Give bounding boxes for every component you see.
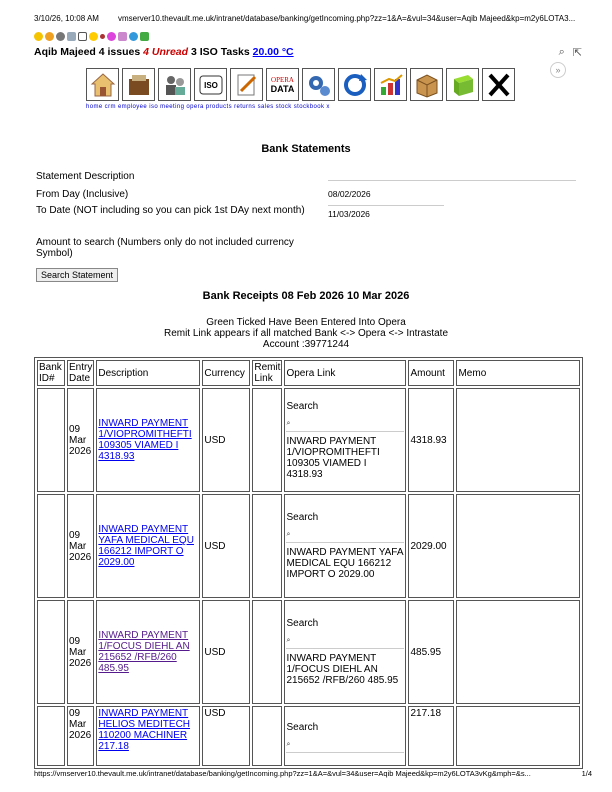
iso-button[interactable]	[194, 68, 227, 101]
description-link[interactable]: INWARD PAYMENT YAFA MEDICAL EQU 166212 IMPORT O 2029.00	[98, 524, 194, 568]
opera-search-input[interactable]: ⌕	[286, 531, 404, 543]
header-memo: Memo	[456, 360, 580, 386]
header-currency: Currency	[202, 360, 250, 386]
table-row	[37, 388, 580, 492]
close-icon	[485, 71, 513, 99]
currency-cell: USD	[202, 600, 250, 704]
search-label: Search	[286, 400, 319, 412]
search-statement-button[interactable]: Search Statement	[36, 268, 118, 282]
currency-cell: USD	[202, 706, 250, 766]
products-button[interactable]	[302, 68, 335, 101]
copy-icon[interactable]	[78, 32, 87, 41]
opera-link-text: INWARD PAYMENT 1/FOCUS DIEHL AN 215652 /RFB/260 485.95	[286, 653, 399, 686]
book-icon	[449, 71, 477, 99]
star-icon[interactable]	[34, 32, 43, 41]
opera-link-text: INWARD PAYMENT 1/VIOPROMITHEFTI 109305 VIAMED I 4318.93	[286, 435, 380, 480]
amount-cell: 485.95	[408, 600, 454, 704]
amount-cell: 4318.93	[408, 388, 454, 492]
receipts-info	[0, 317, 612, 350]
search-label: Search	[286, 512, 319, 523]
header-opera-link: Opera Link	[284, 360, 406, 386]
header-amount: Amount	[408, 360, 454, 386]
opera-link-cell	[284, 388, 406, 492]
user-issues: Aqib Majeed 4 issues	[34, 46, 144, 58]
bank-id-cell	[37, 388, 65, 492]
opera-link-cell	[284, 494, 406, 598]
emoji-icon[interactable]	[89, 32, 98, 41]
description-cell	[96, 388, 200, 492]
main-toolbar	[86, 68, 515, 101]
meeting-button[interactable]	[230, 68, 263, 101]
header-remit-link: Remit Link	[254, 362, 281, 384]
search-label: Search	[286, 618, 319, 629]
bag-icon[interactable]	[140, 32, 149, 41]
grid-icon[interactable]	[67, 32, 76, 41]
remit-link-cell	[252, 600, 282, 704]
statement-description-label: Statement Description	[36, 171, 135, 182]
statement-form	[36, 171, 576, 282]
to-date-input[interactable]: 11/03/2026	[328, 205, 444, 219]
crm-icon	[125, 71, 153, 99]
header-entry-date: Entry Date	[69, 362, 93, 384]
opera-search-input[interactable]: ⌕	[286, 420, 404, 432]
entry-date-cell: 09 Mar 2026	[67, 388, 94, 492]
from-day-input[interactable]: 08/02/2026	[328, 189, 371, 199]
table-row	[37, 600, 580, 704]
account-number: Account :39771244	[262, 339, 350, 350]
search-label: Search	[286, 722, 319, 733]
memo-cell[interactable]	[456, 600, 580, 704]
home-button[interactable]	[86, 68, 119, 101]
to-date-label: To Date (NOT including so you can pick 1st DAy next month)	[36, 205, 305, 216]
temperature-link[interactable]: 20.00 °C	[252, 46, 294, 58]
description-cell	[96, 600, 200, 704]
currency-cell: USD	[202, 494, 250, 598]
table-row	[37, 494, 580, 598]
remit-link-note: Remit Link appears if all matched Bank <-> Opera <-> Intrastate	[163, 328, 449, 339]
open-external-icon[interactable]: ⇱	[572, 47, 582, 59]
iso-tasks: 3 ISO Tasks	[188, 46, 253, 58]
from-day-label: From Day (Inclusive)	[36, 189, 129, 200]
refresh-icon	[341, 71, 369, 99]
box-icon	[413, 71, 441, 99]
globe-icon[interactable]	[129, 32, 138, 41]
description-cell	[96, 494, 200, 598]
opera-link-cell	[284, 600, 406, 704]
description-link[interactable]: INWARD PAYMENT 1/FOCUS DIEHL AN 215652 /RFB/260 485.95	[98, 630, 190, 674]
table-row	[37, 706, 580, 766]
remit-link-cell	[252, 494, 282, 598]
description-link[interactable]: INWARD PAYMENT HELIOS MEDITECH 110200 MACHINER 217.18	[98, 708, 191, 752]
opera-link-text: INWARD PAYMENT YAFA MEDICAL EQU 166212 IMPORT O 2029.00	[286, 547, 403, 580]
entry-date-cell: 09 Mar 2026	[67, 600, 94, 704]
green-tick-note: Green Ticked Have Been Entered Into Opera	[206, 317, 406, 328]
scroll-right-icon[interactable]: »	[550, 62, 566, 78]
gear-icon[interactable]	[56, 32, 65, 41]
bank-id-cell	[37, 494, 65, 598]
opera-link-cell	[284, 706, 406, 766]
crm-button[interactable]	[122, 68, 155, 101]
memo-cell[interactable]	[456, 494, 580, 598]
close-button[interactable]	[482, 68, 515, 101]
header-bank-id: Bank ID#	[37, 360, 65, 386]
chat-icon[interactable]	[107, 32, 116, 41]
employee-button[interactable]	[158, 68, 191, 101]
browser-header	[34, 14, 592, 23]
entry-date-cell: 09 Mar 2026	[67, 494, 94, 598]
toolbar-labels[interactable]: home crm employee iso meeting opera products returns sales stock stockbook x	[86, 104, 330, 110]
opera-search-input[interactable]: ⌕	[286, 741, 404, 753]
corner-icons	[559, 46, 582, 59]
amount-cell: 2029.00	[408, 494, 454, 598]
smiley-icon[interactable]	[45, 32, 54, 41]
receipts-title: Bank Receipts 08 Feb 2026 10 Mar 2026	[202, 290, 410, 302]
tag-icon[interactable]	[118, 32, 127, 41]
opera-search-input[interactable]: ⌕	[286, 637, 404, 649]
returns-button[interactable]	[338, 68, 371, 101]
memo-cell[interactable]	[456, 388, 580, 492]
browser-footer	[34, 769, 592, 778]
quick-icons	[34, 32, 149, 41]
opera-label: OPERA	[271, 75, 294, 84]
iso-icon	[197, 71, 225, 99]
memo-cell[interactable]	[456, 706, 580, 766]
print-datetime: 3/10/26, 10:08 AM	[34, 14, 99, 23]
data-label: DATA	[270, 83, 295, 94]
header-description: Description	[96, 360, 200, 386]
entry-date-cell: 09 Mar 2026	[67, 706, 94, 766]
statement-description-input[interactable]	[328, 171, 576, 181]
sales-chart-icon	[377, 71, 405, 99]
currency-cell: USD	[202, 388, 250, 492]
employee-icon	[161, 71, 189, 99]
iso-icon-text: ISO	[203, 80, 218, 90]
search-icon[interactable]: ⌕	[558, 46, 565, 58]
description-cell	[96, 706, 200, 766]
meeting-icon	[233, 71, 261, 99]
gears-icon	[305, 71, 333, 99]
bank-id-cell	[37, 600, 65, 704]
footer-url: https://vmserver10.thevault.me.uk/intranet/database/banking/getIncoming.php?zz=1&A=&vul=34&user=Aqib Majeed&kp=m2y6LOTA3vKg&mph=&s...	[34, 769, 531, 778]
remit-link-cell	[252, 388, 282, 492]
stockbook-button[interactable]	[446, 68, 479, 101]
opera-button[interactable]	[266, 68, 299, 101]
bank-id-cell	[37, 706, 65, 766]
page-indicator: 1/4	[581, 769, 592, 778]
page-title: Bank Statements	[261, 143, 351, 155]
amount-cell: 217.18	[408, 706, 454, 766]
stock-button[interactable]	[410, 68, 443, 101]
dot-icon[interactable]	[100, 34, 105, 39]
sales-button[interactable]	[374, 68, 407, 101]
home-icon	[89, 71, 117, 99]
page-url: vmserver10.thevault.me.uk/intranet/database/banking/getIncoming.php?zz=1&A=&vul=34&user=Aqib Majeed&kp=m2y6LOTA3...	[118, 14, 576, 23]
remit-link-cell	[252, 706, 282, 766]
unread-count[interactable]: 4 Unread	[143, 46, 189, 58]
receipts-table	[34, 357, 583, 769]
amount-label: Amount to search (Numbers only do not included currency Symbol)	[36, 237, 294, 259]
description-link[interactable]: INWARD PAYMENT 1/VIOPROMITHEFTI 109305 VIAMED I 4318.93	[98, 418, 192, 462]
table-header-row	[37, 360, 580, 386]
status-line	[34, 46, 294, 58]
